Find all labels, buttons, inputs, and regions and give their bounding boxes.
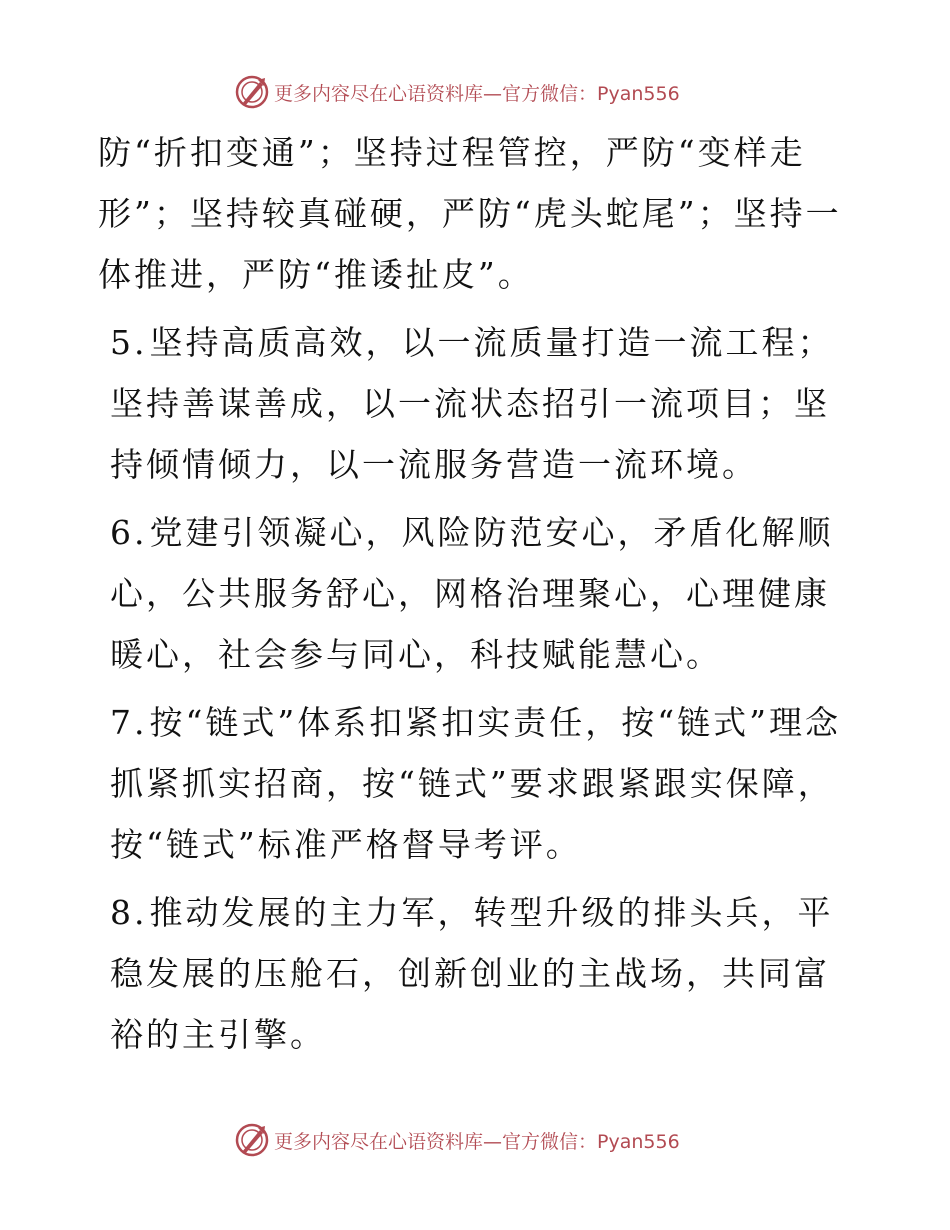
paragraph-text: 坚持高质高效，以一流质量打造一流工程；坚持善谋善成，以一流状态招引一流项目；坚持倾情倾力，以一流服务营造一流环境。: [110, 323, 834, 484]
watermark-text: [274, 79, 680, 106]
paragraph-item-7: [98, 692, 858, 875]
paragraph-text: 推动发展的主力军，转型升级的排头兵，平稳发展的压舱石，创新创业的主战场，共同富裕的主引擎。: [110, 893, 834, 1054]
paragraph-item-8: [98, 882, 858, 1065]
paragraph-text: 党建引领凝心，风险防范安心，矛盾化解顺心，公共服务舒心，网格治理聚心，心理健康暖心，社会参与同心，科技赋能慧心。: [110, 513, 834, 674]
quill-seal-icon: [234, 1122, 270, 1158]
item-number: 5.: [110, 323, 148, 362]
footer-watermark: [234, 1120, 680, 1160]
item-number: 7.: [110, 703, 148, 742]
header-watermark: [234, 72, 680, 112]
watermark-wechat-id: Pyan556: [597, 82, 680, 105]
paragraph-item-6: [98, 502, 858, 685]
item-number: 6.: [110, 513, 148, 552]
watermark-text: [274, 1127, 680, 1154]
quill-seal-icon: [234, 74, 270, 110]
watermark-label: 更多内容尽在心语资料库—官方微信：: [274, 82, 598, 105]
paragraph-item-5: [98, 312, 858, 495]
watermark-label: 更多内容尽在心语资料库—官方微信：: [274, 1130, 598, 1153]
item-number: 8.: [110, 893, 148, 932]
paragraph-continuation: [98, 122, 858, 305]
paragraph-text: 按“链式”体系扣紧扣实责任，按“链式”理念抓紧抓实招商，按“链式”要求跟紧跟实保障，按“链式”标准严格督导考评。: [110, 703, 841, 864]
document-body: [98, 122, 858, 1072]
paragraph-text: 防“折扣变通”；坚持过程管控，严防“变样走形”；坚持较真碰硬，严防“虎头蛇尾”；坚持一体推进，严防“推诿扯皮”。: [98, 133, 842, 294]
watermark-wechat-id: Pyan556: [597, 1130, 680, 1153]
